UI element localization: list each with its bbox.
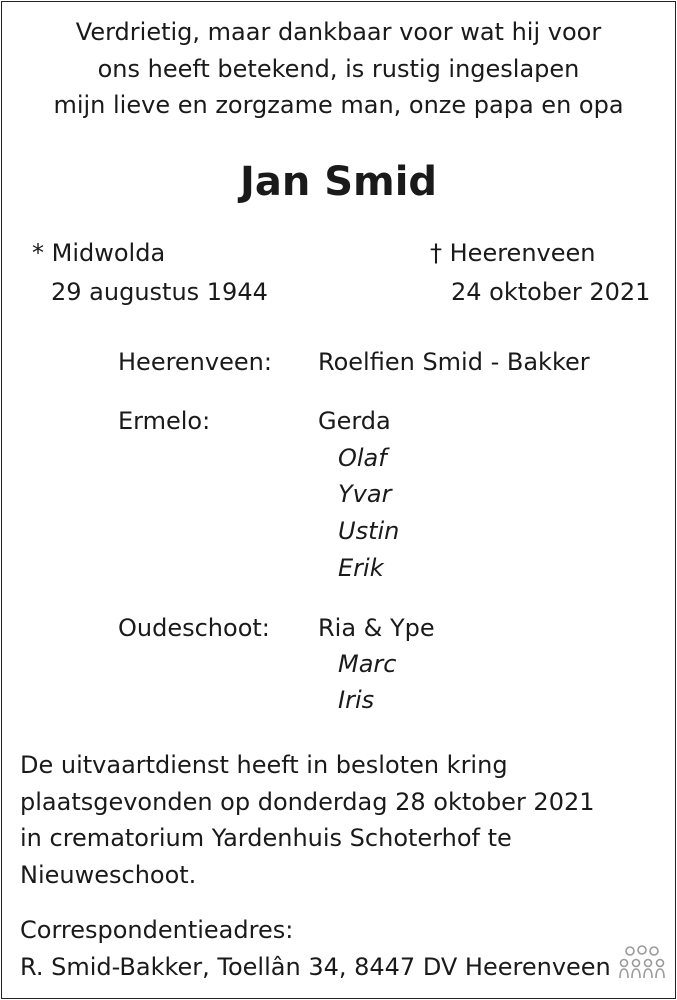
service-line-2: plaatsgevonden op donderdag 28 oktober 2021: [20, 788, 595, 816]
family-place-heerenveen: Heerenveen:: [118, 348, 272, 376]
family-place-ermelo: Ermelo:: [118, 407, 211, 435]
intro-line-2: ons heeft betekend, is rustig ingeslapen: [97, 55, 580, 83]
correspondence-address: R. Smid-Bakker, Toellân 34, 8447 DV Heerenveen: [20, 953, 611, 981]
service-line-3: in crematorium Yardenhuis Schoterhof te: [20, 824, 512, 852]
intro-line-3: mijn lieve en zorgzame man, onze papa en opa: [53, 91, 624, 119]
service-line-4: Nieuweschoot.: [20, 861, 197, 889]
grandchild-name: Ustin: [338, 517, 400, 545]
family-name-ria-ype: Ria & Ype: [318, 614, 435, 642]
service-line-1: De uitvaartdienst heeft in besloten kring: [20, 751, 508, 779]
birth-place: * Midwolda: [32, 239, 166, 267]
deceased-name: Jan Smid: [239, 159, 438, 205]
grandchild-name: Marc: [338, 650, 397, 678]
death-place: † Heerenveen: [430, 239, 596, 267]
family-people-icon: [618, 944, 666, 980]
death-date: 24 oktober 2021: [451, 278, 651, 306]
grandchild-name: Iris: [338, 686, 375, 714]
birth-date: 29 augustus 1944: [51, 278, 268, 306]
grandchild-name: Erik: [338, 554, 384, 582]
family-name-spouse: Roelfien Smid - Bakker: [318, 348, 590, 376]
family-place-oudeschoot: Oudeschoot:: [118, 614, 270, 642]
family-name-gerda: Gerda: [318, 407, 391, 435]
correspondence-heading: Correspondentieadres:: [20, 916, 294, 944]
grandchild-name: Olaf: [338, 444, 387, 472]
grandchild-name: Yvar: [338, 480, 392, 508]
intro-line-1: Verdrietig, maar dankbaar voor wat hij voor: [75, 18, 602, 46]
